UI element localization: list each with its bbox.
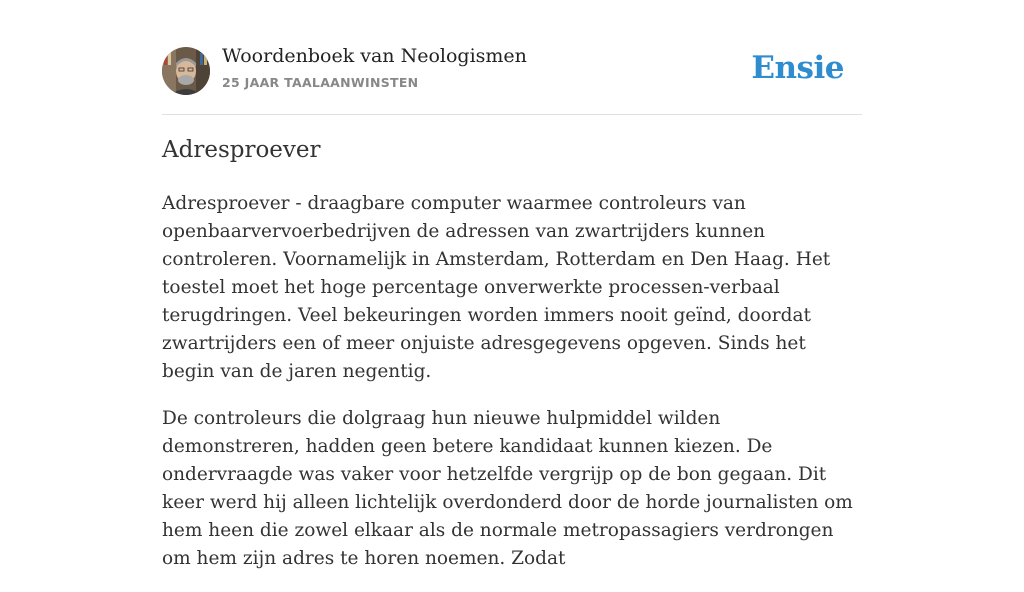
author-avatar[interactable] (162, 47, 210, 95)
ensie-logo[interactable]: Ensie (751, 50, 844, 86)
entry-title: Adresproever (162, 137, 321, 163)
avatar-photo-icon (162, 47, 210, 95)
site-header (162, 0, 862, 115)
entry-body (162, 190, 862, 592)
site-title[interactable]: Woordenboek van Neologismen (222, 45, 527, 67)
entry-paragraph: De controleurs die dolgraag hun nieuwe hulpmiddel wilden demonstreren, hadden geen betere kandidaat kunnen kiezen. De ondervraagde was vaker voor hetzelfde vergrijp op de bon gegaan. Dit keer werd hij alleen lichtelijk overdonderd door de horde journalisten om hem heen die zowel elkaar als de normale metropassagiers verdrongen om hem zijn adres te horen noemen. Zodat (162, 408, 853, 569)
site-subtitle: 25 JAAR TAALAANWINSTEN (222, 75, 419, 90)
entry-paragraph: Adresproever - draagbare computer waarmee controleurs van openbaarvervoerbedrijven de adressen van zwartrijders kunnen controleren. Voornamelijk in Amsterdam, Rotterdam en Den Haag. Het toestel moet het hoge percentage onverwerkte processen-verbaal terugdringen. Veel bekeuringen worden immers nooit geïnd, doordat zwartrijders een of meer onjuiste adresgegevens opgeven. Sinds het begin van de jaren negentig. (162, 193, 831, 382)
page-container (162, 0, 862, 569)
